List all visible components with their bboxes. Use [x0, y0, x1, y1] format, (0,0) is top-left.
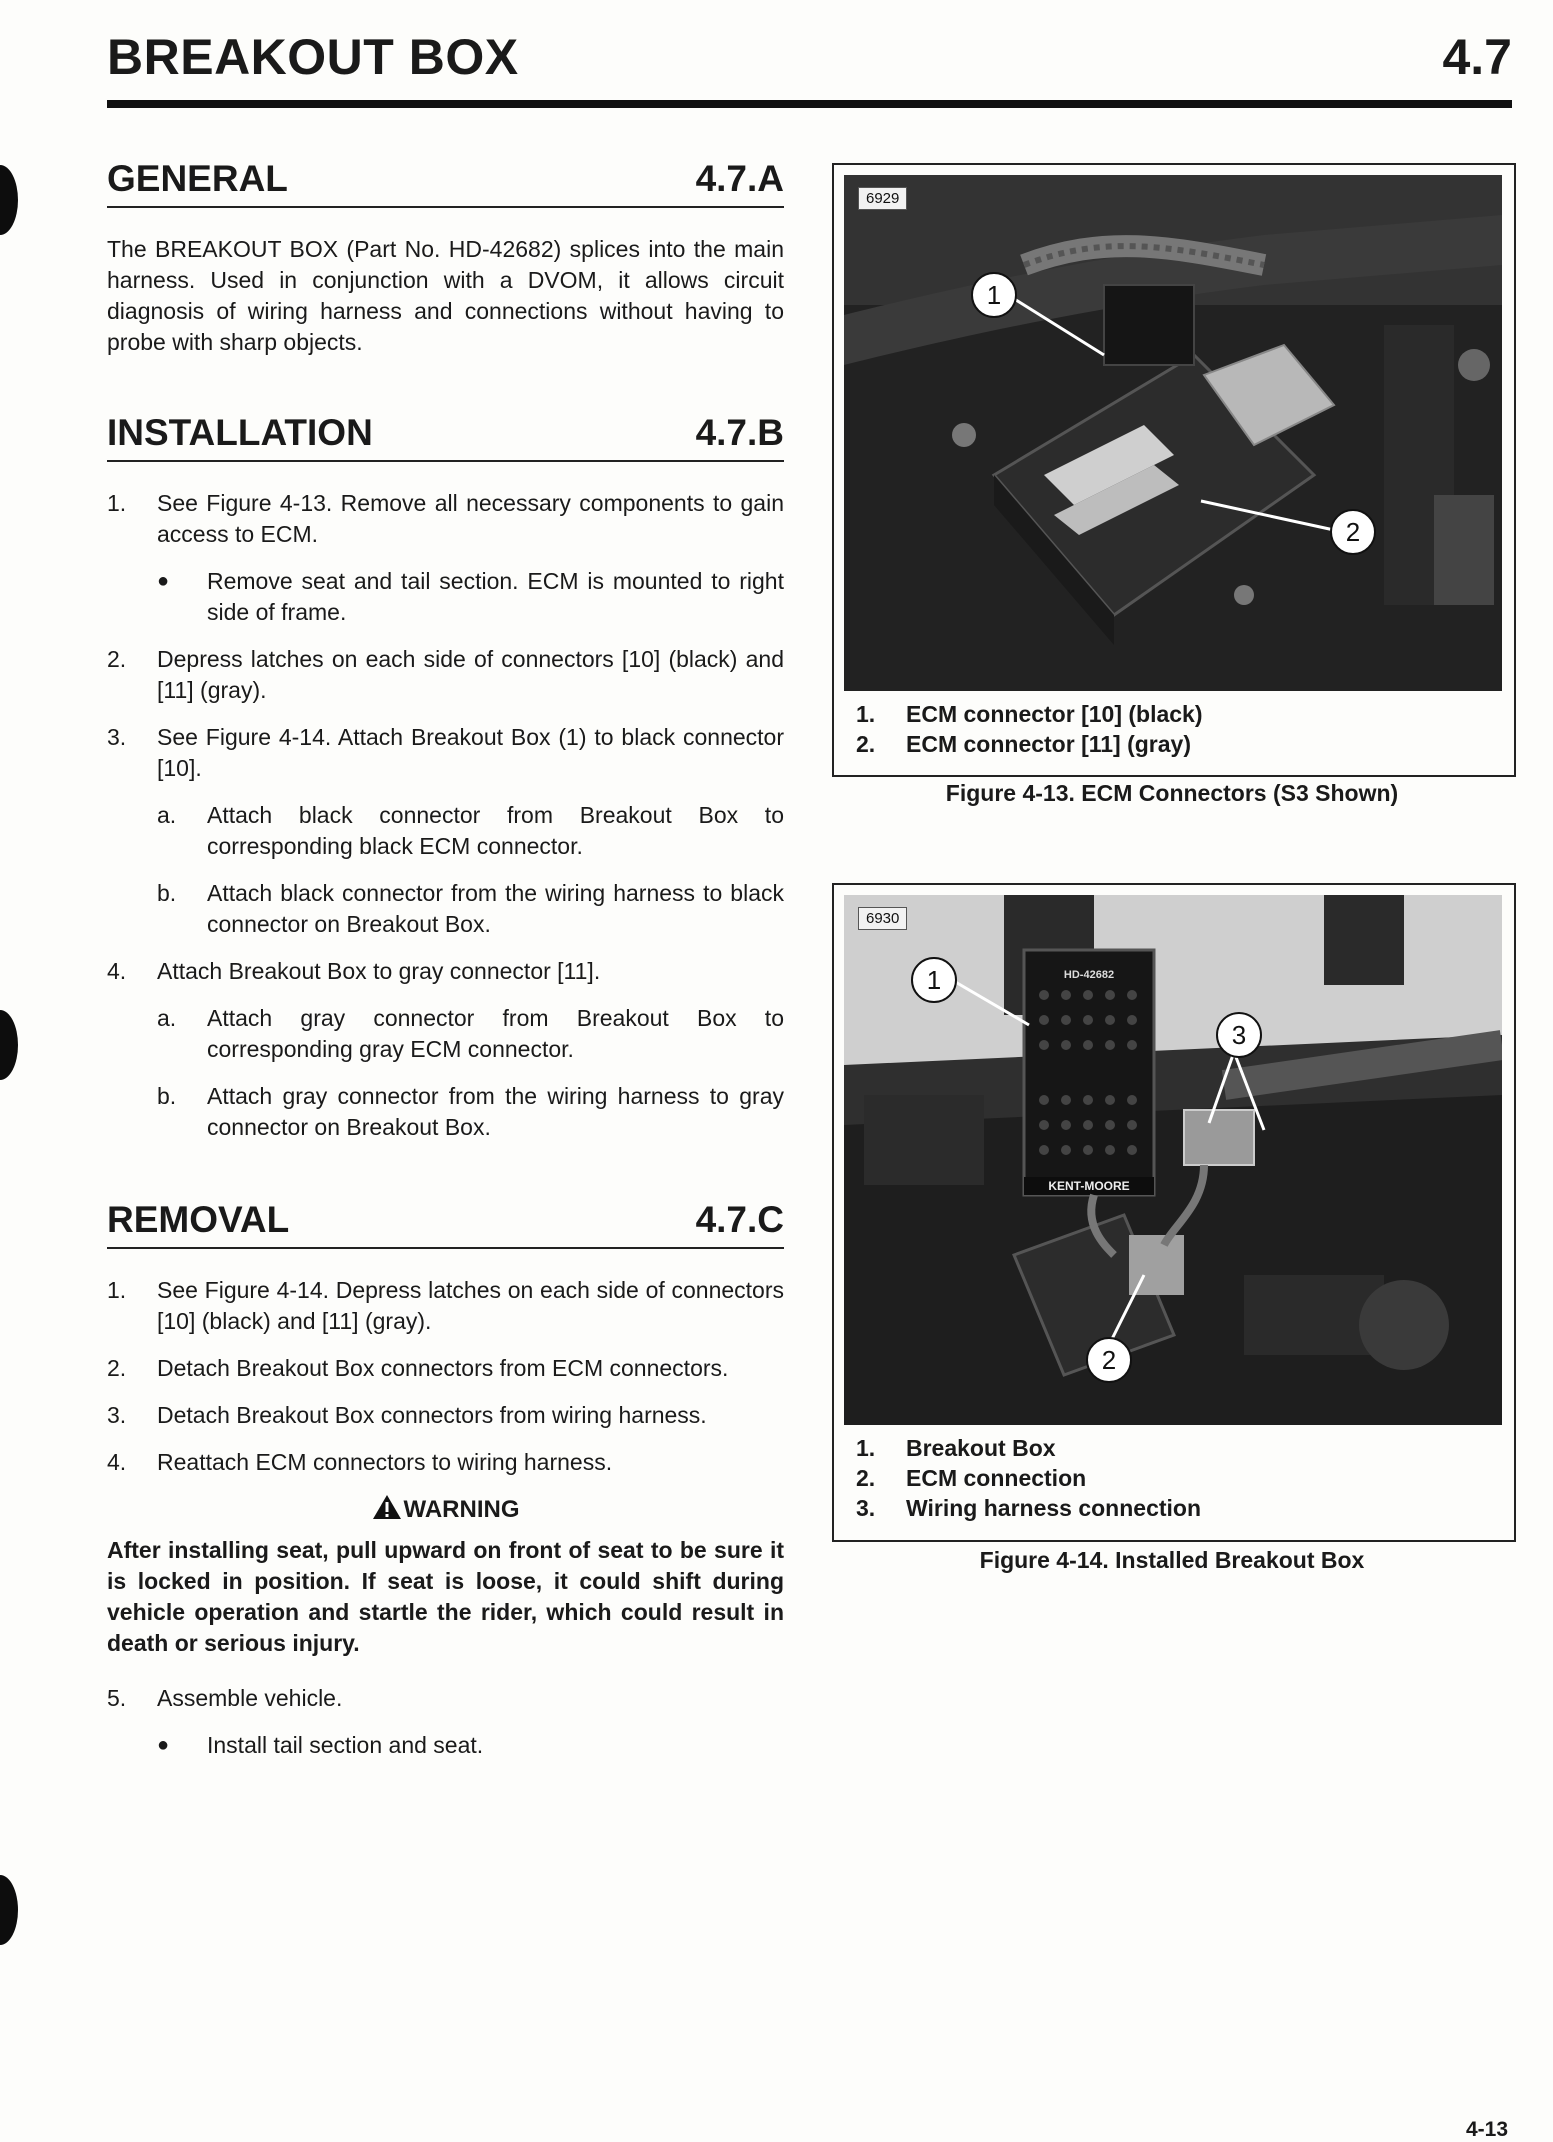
callout-1: 1: [986, 280, 1002, 310]
list-marker: 1.: [107, 1277, 127, 1303]
section-number: 4.7.B: [695, 412, 784, 453]
list-item: [107, 1275, 784, 1337]
list-item: [107, 800, 784, 862]
list-text: Depress latches on each side of connectors [10] (black) and [11] (gray).: [157, 646, 784, 703]
list-item: [107, 1683, 784, 1714]
section-title: INSTALLATION: [107, 412, 373, 453]
list-item: [107, 1447, 784, 1478]
legend-item: [856, 729, 1203, 759]
photo-id-label: 6930: [858, 907, 907, 930]
list-item: [107, 488, 784, 550]
page-number: 4-13: [1465, 2118, 1508, 2141]
callout-1: 1: [926, 965, 942, 995]
figure-installed-breakout-box: [832, 883, 1516, 1542]
section-heading-installation: [107, 404, 784, 462]
list-text: Attach black connector from Breakout Box to corresponding black ECM connector.: [207, 802, 784, 859]
warning-title: WARNING: [403, 1496, 520, 1523]
callout-leaders: [844, 895, 1502, 1425]
list-text: Detach Breakout Box connectors from ECM connectors.: [157, 1355, 729, 1381]
list-marker: a.: [157, 802, 177, 828]
list-item: [107, 1003, 784, 1065]
callout-2: 2: [1345, 517, 1361, 547]
list-text: Remove seat and tail section. ECM is mounted to right side of frame.: [207, 568, 784, 625]
ecm-photo: [844, 175, 1502, 691]
list-marker: 4.: [107, 958, 127, 984]
list-text: Attach gray connector from the wiring harness to gray connector on Breakout Box.: [207, 1083, 784, 1140]
list-marker: 3.: [107, 1402, 127, 1428]
legend-text: ECM connector [10] (black): [906, 701, 1203, 727]
page-header: [107, 28, 1512, 110]
list-text: See Figure 4-14. Depress latches on each side of connectors [10] (black) and [11] (gray).: [157, 1277, 784, 1334]
warning-text: After installing seat, pull upward on front of seat to be sure it is locked in position. If seat is loose, it could shift during vehicle operation and startle the rider, which could result in death or serious injury.: [107, 1537, 784, 1656]
figure-ecm-connectors: [832, 163, 1516, 777]
list-item: [107, 1400, 784, 1431]
binder-hole: [0, 1010, 18, 1080]
binder-hole: [0, 165, 18, 235]
list-marker: 2.: [107, 1355, 127, 1381]
section-title: GENERAL: [107, 158, 288, 199]
header-rule: [107, 100, 1512, 108]
legend-item: [856, 1433, 1201, 1463]
list-marker: b.: [157, 1083, 177, 1109]
box-brand-label: KENT-MOORE: [1048, 1179, 1130, 1193]
legend-number: 3.: [856, 1495, 876, 1521]
figure-caption: Figure 4-13. ECM Connectors (S3 Shown): [945, 780, 1399, 806]
bullet-icon: ●: [157, 1734, 170, 1756]
general-paragraph: The BREAKOUT BOX (Part No. HD-42682) splices into the main harness. Used in conjunction with a DVOM, it allows circuit diagnosis of wiring harness and connections without having to probe with sharp objects.: [107, 236, 784, 355]
breakout-box-photo: [844, 895, 1502, 1425]
figure-legend: [856, 1433, 1201, 1523]
callout-2: 2: [1101, 1345, 1117, 1375]
list-marker: 1.: [107, 490, 127, 516]
list-text: Detach Breakout Box connectors from wiring harness.: [157, 1402, 707, 1428]
list-marker: a.: [157, 1005, 177, 1031]
list-item: [107, 1353, 784, 1384]
list-item: [107, 566, 784, 628]
page-section-number: 4.7: [1442, 29, 1512, 85]
legend-text: ECM connector [11] (gray): [906, 731, 1191, 757]
list-marker: b.: [157, 880, 177, 906]
list-text: Install tail section and seat.: [207, 1732, 484, 1758]
section-number: 4.7.C: [695, 1199, 784, 1240]
section-title: REMOVAL: [107, 1199, 290, 1240]
section-heading-removal: [107, 1191, 784, 1249]
warning-icon: [372, 1494, 402, 1527]
legend-number: 2.: [856, 731, 876, 757]
binder-hole: [0, 1875, 18, 1945]
legend-item: [856, 1463, 1201, 1493]
section-number: 4.7.A: [695, 158, 784, 199]
list-item: [107, 644, 784, 706]
list-item: [107, 956, 784, 987]
list-text: Attach Breakout Box to gray connector [11].: [157, 958, 601, 984]
callout-3: 3: [1231, 1020, 1247, 1050]
list-item: [107, 1730, 784, 1761]
list-text: See Figure 4-13. Remove all necessary components to gain access to ECM.: [157, 490, 784, 547]
photo-id-label: 6929: [858, 187, 907, 210]
legend-text: Breakout Box: [906, 1435, 1056, 1461]
list-marker: 5.: [107, 1685, 127, 1711]
list-marker: 3.: [107, 724, 127, 750]
page-title: BREAKOUT BOX: [107, 29, 519, 85]
list-marker: 2.: [107, 646, 127, 672]
warning-heading: [107, 1494, 784, 1527]
list-text: Attach gray connector from Breakout Box to corresponding gray ECM connector.: [207, 1005, 784, 1062]
list-text: Attach black connector from the wiring harness to black connector on Breakout Box.: [207, 880, 784, 937]
figure-caption: Figure 4-14. Installed Breakout Box: [979, 1547, 1365, 1573]
list-item: [107, 878, 784, 940]
legend-item: [856, 1493, 1201, 1523]
list-text: See Figure 4-14. Attach Breakout Box (1) to black connector [10].: [157, 724, 784, 781]
legend-number: 1.: [856, 1435, 876, 1461]
legend-number: 2.: [856, 1465, 876, 1491]
bullet-icon: ●: [157, 570, 170, 592]
box-model-label: HD-42682: [1063, 969, 1115, 981]
callout-leaders: [844, 175, 1502, 691]
list-item: [107, 722, 784, 784]
legend-item: [856, 699, 1203, 729]
legend-number: 1.: [856, 701, 876, 727]
list-text: Reattach ECM connectors to wiring harness.: [157, 1449, 613, 1475]
figure-legend: [856, 699, 1203, 759]
legend-text: Wiring harness connection: [906, 1495, 1202, 1521]
list-marker: 4.: [107, 1449, 127, 1475]
list-item: [107, 1081, 784, 1143]
main-text-column: [107, 150, 784, 1777]
legend-text: ECM connection: [906, 1465, 1087, 1491]
list-text: Assemble vehicle.: [157, 1685, 343, 1711]
section-heading-general: [107, 150, 784, 208]
